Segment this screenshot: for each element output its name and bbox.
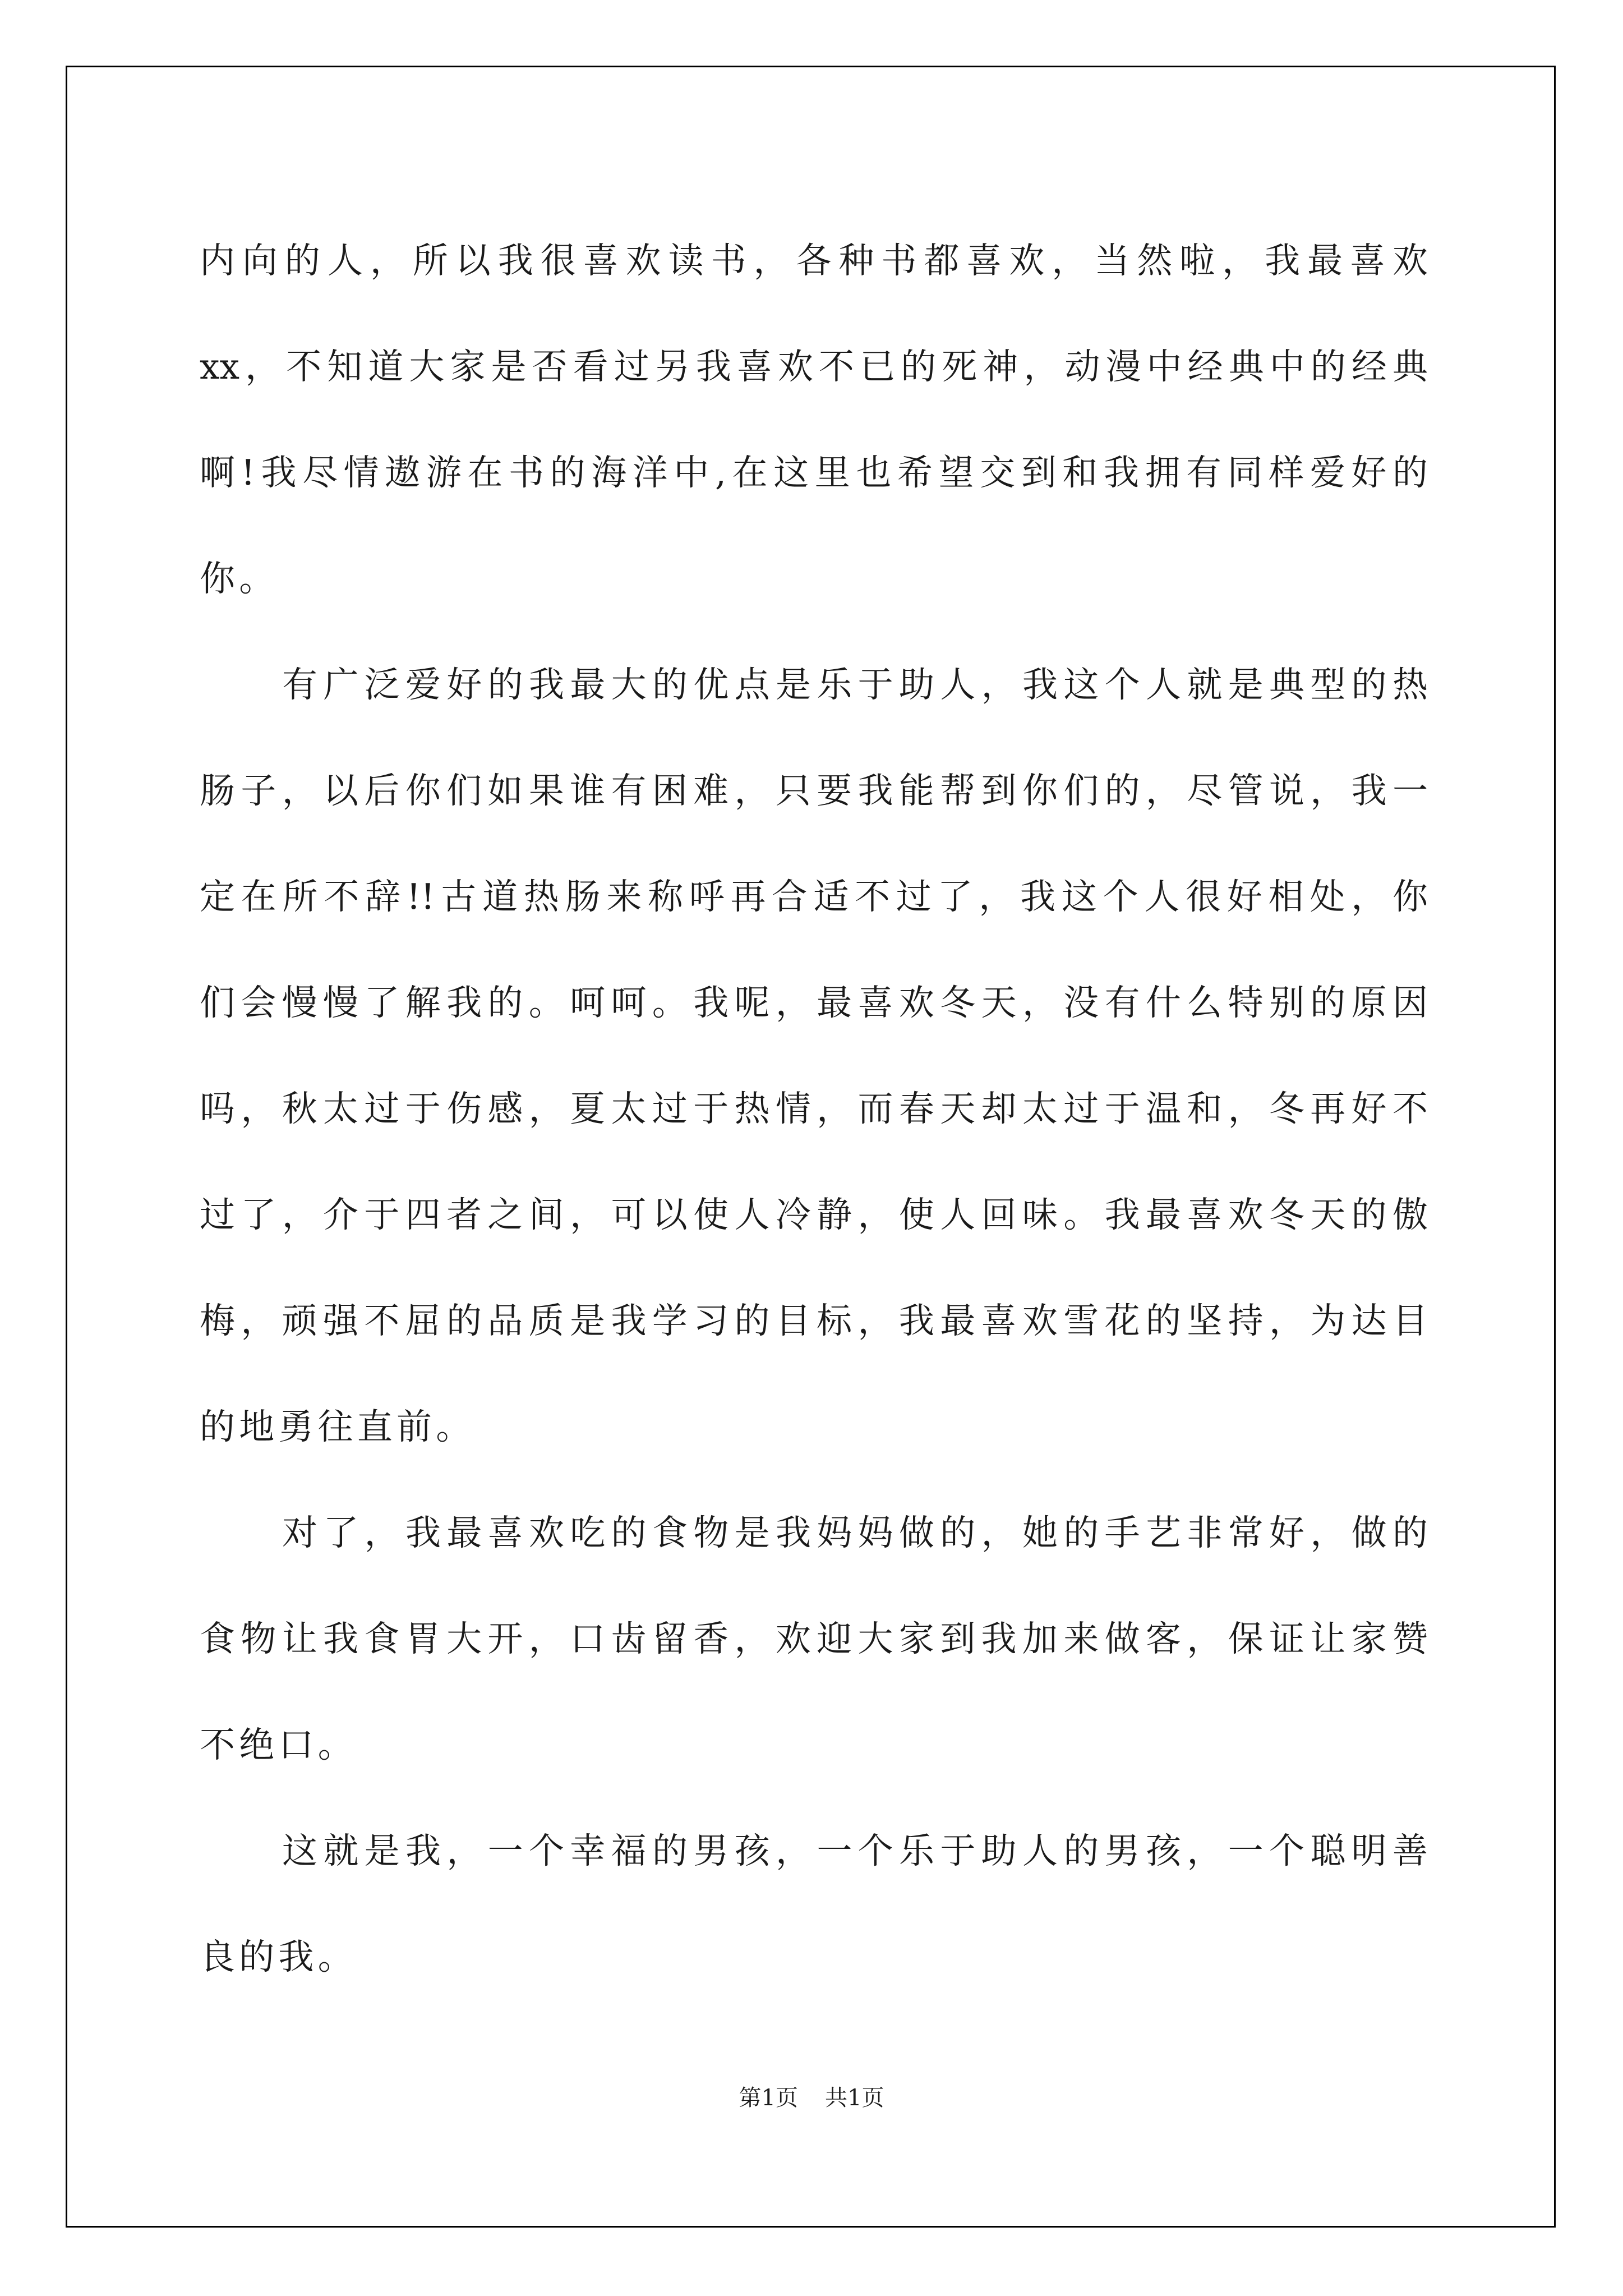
text-line: 啊!我尽情遨游在书的海洋中,在这里也希望交到和我拥有同样爱好的 (200, 452, 1428, 493)
page-footer (0, 2080, 1623, 2112)
text-line: 肠子，以后你们如果谁有困难，只要我能帮到你们的，尽管说，我一 (200, 770, 1428, 811)
text-line: xx，不知道大家是否看过另我喜欢不已的死神，动漫中经典中的经典 (200, 346, 1428, 387)
text-line: 定在所不辞!!古道热肠来称呼再合适不过了，我这个人很好相处，你 (200, 876, 1428, 917)
text-line: 对了，我最喜欢吃的食物是我妈妈做的，她的手艺非常好，做的 (282, 1512, 1428, 1553)
document-body (200, 208, 1428, 2010)
text-line: 们会慢慢了解我的。呵呵。我呢，最喜欢冬天，没有什么特别的原因 (200, 982, 1428, 1023)
page-number-current: 第1页 (739, 2085, 798, 2111)
text-line: 内向的人，所以我很喜欢读书，各种书都喜欢，当然啦，我最喜欢 (200, 240, 1428, 281)
text-line: 有广泛爱好的我最大的优点是乐于助人，我这个人就是典型的热 (282, 664, 1428, 705)
text-line: 的地勇往直前。 (200, 1406, 476, 1447)
page-number-total: 共1页 (825, 2085, 884, 2111)
text-line: 吗，秋太过于伤感，夏太过于热情，而春天却太过于温和，冬再好不 (200, 1088, 1428, 1129)
text-line: 食物让我食胃大开，口齿留香，欢迎大家到我加来做客，保证让家赞 (200, 1618, 1428, 1659)
text-line: 过了，介于四者之间，可以使人冷静，使人回味。我最喜欢冬天的傲 (200, 1194, 1428, 1235)
text-line: 这就是我，一个幸福的男孩，一个乐于助人的男孩，一个聪明善 (282, 1830, 1428, 1871)
text-line: 梅，顽强不屈的品质是我学习的目标，我最喜欢雪花的坚持，为达目 (200, 1300, 1428, 1341)
text-line: 良的我。 (200, 1936, 357, 1977)
text-line: 不绝口。 (200, 1724, 357, 1765)
text-line: 你。 (200, 558, 279, 599)
